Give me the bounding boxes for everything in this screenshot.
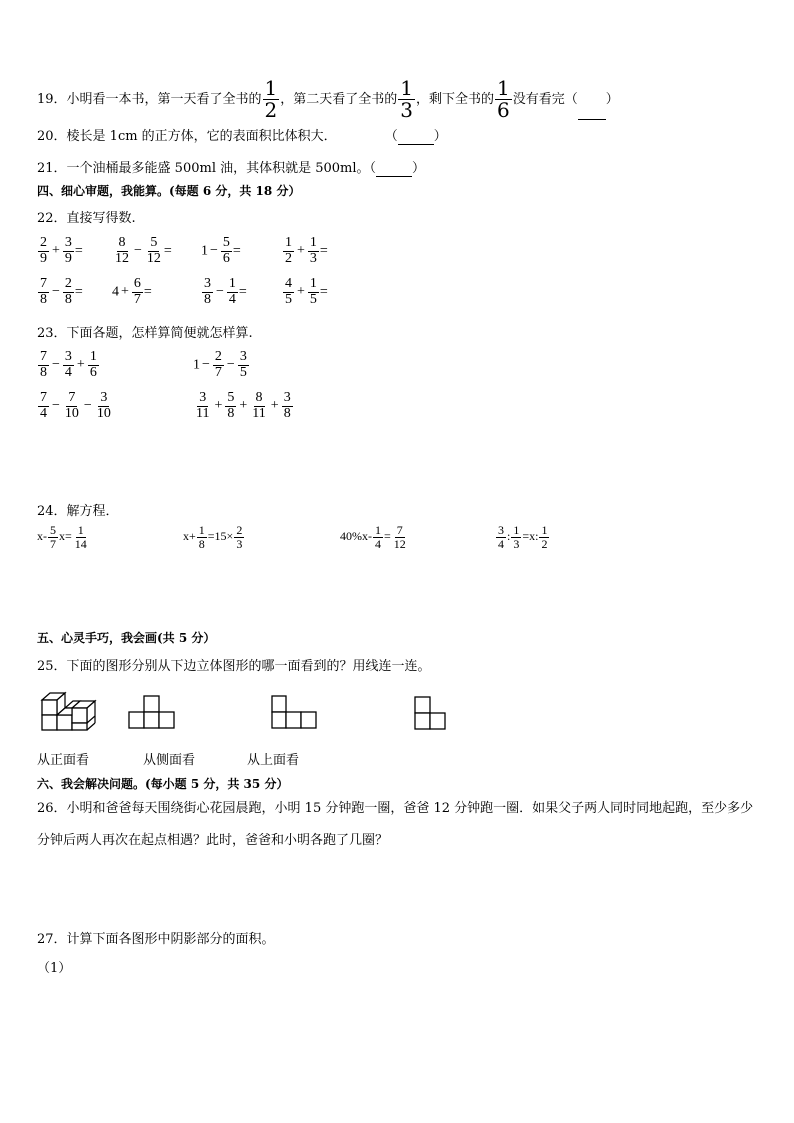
question-19: 19．小明看一本书，第一天看了全书的 $\frac{1}{2}$ ，第二天看了全书的 $\frac{1}{3}$ ，剩下全书的 $\frac{1}{6}$ 没有看完（ ） bbox=[37, 76, 619, 122]
q24-equation-1: x- $\frac{5}{7}$ x= $\frac{1}{14}$ bbox=[37, 523, 87, 551]
q20-answer-blank[interactable] bbox=[398, 129, 434, 145]
view-shape-3 bbox=[412, 694, 452, 734]
q19-fraction-3: $\frac{1}{6}$ bbox=[497, 76, 510, 122]
question-26: 26．小明和爸爸每天围绕街心花园晨跑，小明 15 分钟跑一圈，爸爸 12 分钟跑一圈．如果父子两人同时同地起跑，至少多少分钟后两人再次在起点相遇？此时，爸爸和小明各跑了几圈？ bbox=[37, 801, 754, 848]
q22-expression: $\frac{1}{2}$ + $\frac{1}{3}$ = bbox=[285, 235, 328, 266]
question-21: 21．一个油桶最多能盛 500ml 油，其体积就是 500ml。（ ） bbox=[37, 161, 426, 176]
question-24-title: 24．解方程． bbox=[37, 504, 119, 519]
question-27: 27．计算下面各图形中阴影部分的面积。 bbox=[37, 932, 275, 947]
q23-expression-1: $\frac{7}{8}$ − $\frac{3}{4}$ + $\frac{1}{6}$ bbox=[40, 349, 97, 380]
question-20: 20．棱长是 1cm 的正方体，它的表面积比体积大． （ ） bbox=[37, 129, 447, 144]
q22-expression: $\frac{8}{12}$ − $\frac{5}{12}$ = bbox=[115, 235, 172, 266]
q22-expression: 4 + $\frac{6}{7}$ = bbox=[112, 276, 152, 307]
q19-text-suffix: 没有看完（ bbox=[512, 92, 578, 107]
q23-expression-2: 1 − $\frac{2}{7}$ − $\frac{3}{5}$ bbox=[193, 349, 247, 380]
q23-expression-4: $\frac{3}{11}$ + $\frac{5}{8}$ + $\frac{8}{11}$ + $\frac{3}{8}$ bbox=[196, 390, 291, 421]
q22-expression: $\frac{3}{8}$ − $\frac{1}{4}$ = bbox=[204, 276, 247, 307]
solid-figure-diagram bbox=[38, 690, 104, 738]
question-27-sub-1: （1） bbox=[37, 961, 72, 976]
view-label-side: 从侧面看 bbox=[143, 753, 196, 768]
q24-equation-3: 40%x- $\frac{1}{4}$ = $\frac{7}{12}$ bbox=[340, 523, 406, 551]
q22-expression: $\frac{7}{8}$ − $\frac{2}{8}$ = bbox=[40, 276, 83, 307]
q19-text-mid1: ，第二天看了全书的 bbox=[280, 92, 398, 107]
q19-fraction-2: $\frac{1}{3}$ bbox=[400, 76, 414, 122]
q19-text-prefix: 19．小明看一本书，第一天看了全书的 bbox=[37, 92, 262, 107]
view-label-front: 从正面看 bbox=[37, 753, 90, 768]
q21-answer-blank[interactable] bbox=[376, 161, 412, 177]
q22-expression: $\frac{2}{9}$ + $\frac{3}{9}$ = bbox=[40, 235, 83, 266]
q19-text-mid2: ，剩下全书的 bbox=[416, 92, 495, 107]
q20-text: 20．棱长是 1cm 的正方体，它的表面积比体积大． bbox=[37, 129, 337, 144]
q19-fraction-1: $\frac{1}{2}$ bbox=[264, 76, 278, 122]
q24-equation-2: x+ $\frac{1}{8}$ =15× $\frac{2}{3}$ bbox=[183, 523, 243, 551]
q23-expression-3: $\frac{7}{4}$ − $\frac{7}{10}$ − $\frac{3}{10}$ bbox=[40, 390, 111, 421]
q21-text: 21．一个油桶最多能盛 500ml 油，其体积就是 500ml。（ bbox=[37, 161, 377, 176]
question-22-title: 22．直接写得数. bbox=[37, 211, 136, 226]
q22-expression: 1 − $\frac{5}{6}$ = bbox=[201, 235, 241, 266]
section-5-heading: 五、心灵手巧，我会画(共 5 分） bbox=[37, 631, 216, 645]
section-4-heading: 四、细心审题，我能算。(每题 6 分，共 18 分） bbox=[37, 184, 301, 198]
q22-expression: $\frac{4}{5}$ + $\frac{1}{5}$ = bbox=[285, 276, 328, 307]
section-6-heading: 六、我会解决问题。(每小题 5 分，共 35 分） bbox=[37, 777, 289, 791]
view-shape-1 bbox=[128, 694, 180, 732]
q19-answer-blank[interactable] bbox=[578, 81, 606, 120]
view-label-top: 从上面看 bbox=[247, 753, 300, 768]
q24-equation-4: $\frac{3}{4}$ : $\frac{1}{3}$ =x: $\frac{1}{2}$ bbox=[498, 523, 548, 551]
question-23-title: 23．下面各题，怎样算简便就怎样算. bbox=[37, 326, 253, 341]
question-25-title: 25．下面的图形分别从下边立体图形的哪一面看到的？用线连一连。 bbox=[37, 659, 431, 674]
view-shape-2 bbox=[270, 694, 320, 732]
